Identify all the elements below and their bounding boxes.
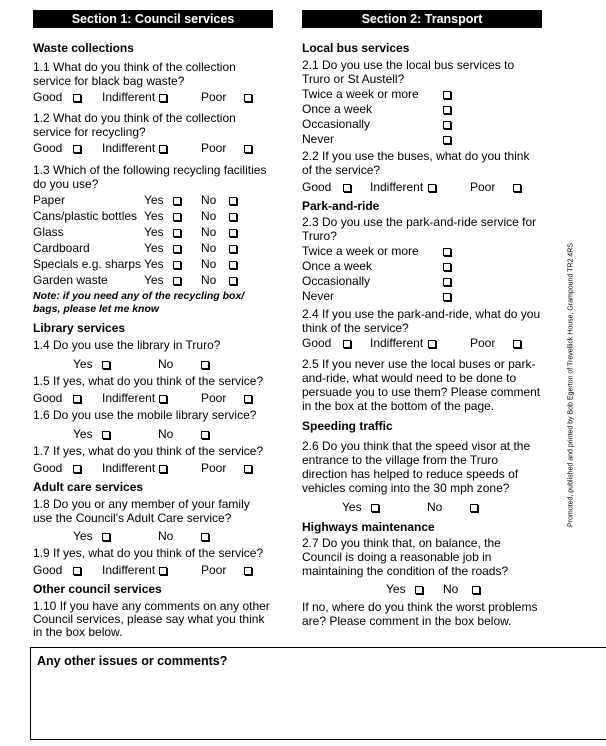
facility-cans-no-checkbox[interactable] [229, 213, 237, 221]
facility-garden-yes-checkbox[interactable] [173, 277, 181, 285]
q1-10-line1: 1.10 If you have any comments on any other [33, 599, 270, 613]
highways-heading: Highways maintenance [302, 520, 435, 534]
q2-2-good-label: Good [302, 180, 332, 194]
q1-8-no-checkbox[interactable] [201, 533, 209, 541]
q2-4-indifferent-checkbox[interactable] [428, 340, 436, 348]
q1-1-indifferent-label: Indifferent [102, 90, 156, 104]
q1-1-good-checkbox[interactable] [73, 94, 81, 102]
imprint-vertical-text [565, 245, 577, 525]
facility-cardboard-no-checkbox[interactable] [229, 245, 237, 253]
q2-4-indifferent-label: Indifferent [370, 336, 424, 350]
q1-4-no-checkbox[interactable] [201, 361, 209, 369]
q2-4-line2: think of the service? [302, 321, 409, 335]
if-no-line1: If no, where do you think the worst problems [302, 600, 538, 614]
pr-freq-twice: Twice a week or more [302, 244, 419, 258]
q2-4-good-label: Good [302, 336, 332, 350]
q2-1-line1: 2.1 Do you use the local bus services to [302, 58, 515, 72]
bus-freq-twice-checkbox[interactable] [443, 91, 451, 99]
q1-4-yes-label: Yes [73, 357, 93, 371]
facility-cardboard-yes-checkbox[interactable] [173, 245, 181, 253]
q1-7: 1.7 If yes, what do you think of the service? [33, 444, 264, 458]
pr-freq-occasionally: Occasionally [302, 274, 371, 288]
q2-2-indifferent-checkbox[interactable] [428, 184, 436, 192]
speeding-heading: Speeding traffic [302, 419, 393, 433]
q1-4-no-label: No [158, 357, 174, 371]
bus-freq-never: Never [302, 132, 335, 146]
q2-4-line1: 2.4 If you use the park-and-ride, what do you [302, 307, 541, 321]
q1-7-indifferent-label: Indifferent [102, 461, 156, 475]
q1-9-poor-label: Poor [201, 563, 227, 577]
imprint-text: Promoted, published and printed by Bob Egerton of Trevellick House, Grampound TR2 4RS [567, 243, 575, 527]
section-2 [302, 10, 542, 28]
q1-5-poor-checkbox[interactable] [244, 395, 252, 403]
other-services-heading: Other council services [33, 582, 162, 596]
q1-9-good-checkbox[interactable] [73, 567, 81, 575]
q1-2-line1: 1.2 What do you think of the collection [33, 111, 236, 125]
q1-1-poor-checkbox[interactable] [244, 94, 252, 102]
pr-freq-once: Once a week [302, 259, 373, 273]
facility-cardboard-no-label: No [201, 241, 217, 255]
facility-garden-no-label: No [201, 273, 217, 287]
q1-3-line2: do you use? [33, 177, 99, 191]
q1-9: 1.9 If yes, what do you think of the service? [33, 546, 264, 560]
pr-freq-twice-checkbox[interactable] [443, 248, 451, 256]
q2-6-line3: direction has helped to reduce speeds of [302, 467, 519, 481]
q1-8-line2: use the Council's Adult Care service? [33, 511, 232, 525]
q2-6-line2: entrance to the village from the Truro [302, 453, 499, 467]
q2-1-line2: Truro or St Austell? [302, 72, 405, 86]
comments-label: Any other issues or comments? [37, 654, 228, 668]
q1-6: 1.6 Do you use the mobile library service? [33, 408, 257, 422]
q2-2-poor-label: Poor [470, 180, 496, 194]
facility-garden: Garden waste [33, 273, 108, 287]
q1-5-poor-label: Poor [201, 391, 227, 405]
bus-heading: Local bus services [302, 41, 410, 55]
q2-6-yes-checkbox[interactable] [371, 504, 379, 512]
q1-5: 1.5 If yes, what do you think of the service? [33, 374, 264, 388]
q1-2-indifferent-label: Indifferent [102, 141, 156, 155]
q1-8-no-label: No [158, 529, 174, 543]
pr-freq-once-checkbox[interactable] [443, 263, 451, 271]
q1-7-indifferent-checkbox[interactable] [159, 465, 167, 473]
q2-6-yes-label: Yes [342, 500, 362, 514]
q1-2-good-checkbox[interactable] [73, 145, 81, 153]
facility-glass: Glass [33, 225, 64, 239]
facility-glass-no-label: No [201, 225, 217, 239]
q2-4-poor-checkbox[interactable] [513, 340, 521, 348]
if-no-line2: are? Please comment in the box below. [302, 614, 512, 628]
pr-freq-never: Never [302, 289, 335, 303]
q2-2-line1: 2.2 If you use the buses, what do you think [302, 149, 530, 163]
facility-cans-yes-checkbox[interactable] [173, 213, 181, 221]
q1-1-line1: 1.1 What do you think of the collection [33, 60, 236, 74]
q1-2-good-label: Good [33, 141, 63, 155]
q1-7-good-checkbox[interactable] [73, 465, 81, 473]
q2-2-good-checkbox[interactable] [343, 184, 351, 192]
q1-5-indifferent-label: Indifferent [102, 391, 156, 405]
facility-cardboard-yes-label: Yes [144, 241, 164, 255]
q1-8-yes-checkbox[interactable] [102, 533, 110, 541]
facility-cardboard: Cardboard [33, 241, 90, 255]
recycling-note-line1: Note: if you need any of the recycling box/ [33, 290, 245, 302]
recycling-note-line2: bags, please let me know [33, 303, 160, 315]
q1-7-poor-checkbox[interactable] [244, 465, 252, 473]
adult-care-heading: Adult care services [33, 480, 144, 494]
q2-7-line3: maintaining the condition of the roads? [302, 564, 509, 578]
q2-5-line2: and-ride, what would need to be done to [302, 371, 517, 385]
q2-4-poor-label: Poor [470, 336, 496, 350]
q1-1-poor-label: Poor [201, 90, 227, 104]
q2-6-line1: 2.6 Do you think that the speed visor at the [302, 439, 531, 453]
q1-10-line2: Council services, please say what you think [33, 612, 265, 626]
q2-3-line1: 2.3 Do you use the park-and-ride service for [302, 215, 537, 229]
q1-2-poor-label: Poor [201, 141, 227, 155]
q2-7-yes-label: Yes [386, 582, 406, 596]
facility-specials-no-label: No [201, 257, 217, 271]
q2-5-line4: in the box at the bottom of the page. [302, 399, 495, 413]
waste-heading: Waste collections [33, 41, 134, 55]
facility-garden-yes-label: Yes [144, 273, 164, 287]
q2-2-indifferent-label: Indifferent [370, 180, 424, 194]
bus-freq-occasionally-checkbox[interactable] [443, 121, 451, 129]
facility-paper-no-checkbox[interactable] [229, 197, 237, 205]
q1-8-line1: 1.8 Do you or any member of your family [33, 497, 250, 511]
q2-7-line1: 2.7 Do you think that, on balance, the [302, 536, 501, 550]
q2-5-line3: persuade you to use them? Please comment [302, 385, 541, 399]
q2-2-poor-checkbox[interactable] [513, 184, 521, 192]
facility-cans-yes-label: Yes [144, 209, 164, 223]
q1-9-good-label: Good [33, 563, 63, 577]
facility-paper: Paper [33, 193, 66, 207]
q1-2-indifferent-checkbox[interactable] [159, 145, 167, 153]
q1-2-line2: service for recycling? [33, 125, 146, 139]
q1-2-poor-checkbox[interactable] [244, 145, 252, 153]
facility-specials: Specials e.g. sharps [33, 257, 142, 271]
q2-6-line4: vehicles coming into the 30 mph zone? [302, 481, 510, 495]
bus-freq-never-checkbox[interactable] [443, 136, 451, 144]
facility-cans-no-label: No [201, 209, 217, 223]
q1-6-no-checkbox[interactable] [201, 431, 209, 439]
q2-7-no-label: No [443, 582, 459, 596]
facility-paper-yes-checkbox[interactable] [173, 197, 181, 205]
q1-10-line3: in the box below. [33, 625, 123, 639]
q1-1-indifferent-checkbox[interactable] [159, 94, 167, 102]
bus-freq-occasionally: Occasionally [302, 117, 371, 131]
facility-specials-yes-label: Yes [144, 257, 164, 271]
comments-box[interactable] [30, 647, 606, 740]
facility-specials-yes-checkbox[interactable] [173, 261, 181, 269]
facility-specials-no-checkbox[interactable] [229, 261, 237, 269]
q1-4: 1.4 Do you use the library in Truro? [33, 338, 221, 352]
section-1-header: Section 1: Council services [33, 10, 273, 28]
facility-garden-no-checkbox[interactable] [229, 277, 237, 285]
q1-7-poor-label: Poor [201, 461, 227, 475]
q1-4-yes-checkbox[interactable] [102, 361, 110, 369]
q1-9-indifferent-checkbox[interactable] [159, 567, 167, 575]
q1-6-yes-label: Yes [73, 427, 93, 441]
q2-3-line2: Truro? [302, 229, 337, 243]
park-ride-heading: Park-and-ride [302, 199, 380, 213]
facility-glass-no-checkbox[interactable] [229, 229, 237, 237]
q1-3-line1: 1.3 Which of the following recycling facilities [33, 163, 267, 177]
q1-1-good-label: Good [33, 90, 63, 104]
bus-freq-once: Once a week [302, 102, 373, 116]
q2-6-no-label: No [427, 500, 443, 514]
facility-glass-yes-label: Yes [144, 225, 164, 239]
section-1 [33, 10, 273, 28]
q1-8-yes-label: Yes [73, 529, 93, 543]
q1-9-poor-checkbox[interactable] [244, 567, 252, 575]
pr-freq-never-checkbox[interactable] [443, 293, 451, 301]
q1-5-indifferent-checkbox[interactable] [159, 395, 167, 403]
q2-7-no-checkbox[interactable] [472, 586, 480, 594]
q2-6-no-checkbox[interactable] [470, 504, 478, 512]
q1-6-yes-checkbox[interactable] [102, 431, 110, 439]
q1-5-good-checkbox[interactable] [73, 395, 81, 403]
q2-7-yes-checkbox[interactable] [415, 586, 423, 594]
q2-4-good-checkbox[interactable] [343, 340, 351, 348]
pr-freq-occasionally-checkbox[interactable] [443, 278, 451, 286]
section-2-header: Section 2: Transport [302, 10, 542, 28]
facility-paper-yes-label: Yes [144, 193, 164, 207]
facility-paper-no-label: No [201, 193, 217, 207]
library-heading: Library services [33, 321, 126, 335]
bus-freq-once-checkbox[interactable] [443, 106, 451, 114]
q1-5-good-label: Good [33, 391, 63, 405]
q1-6-no-label: No [158, 427, 174, 441]
q2-2-line2: of the service? [302, 163, 381, 177]
q2-7-line2: Council is doing a reasonable job in [302, 550, 492, 564]
facility-cans: Cans/plastic bottles [33, 209, 138, 223]
q1-9-indifferent-label: Indifferent [102, 563, 156, 577]
q1-1-line2: service for black bag waste? [33, 74, 185, 88]
facility-glass-yes-checkbox[interactable] [173, 229, 181, 237]
q2-5-line1: 2.5 If you never use the local buses or park- [302, 357, 536, 371]
q1-7-good-label: Good [33, 461, 63, 475]
bus-freq-twice: Twice a week or more [302, 87, 419, 101]
